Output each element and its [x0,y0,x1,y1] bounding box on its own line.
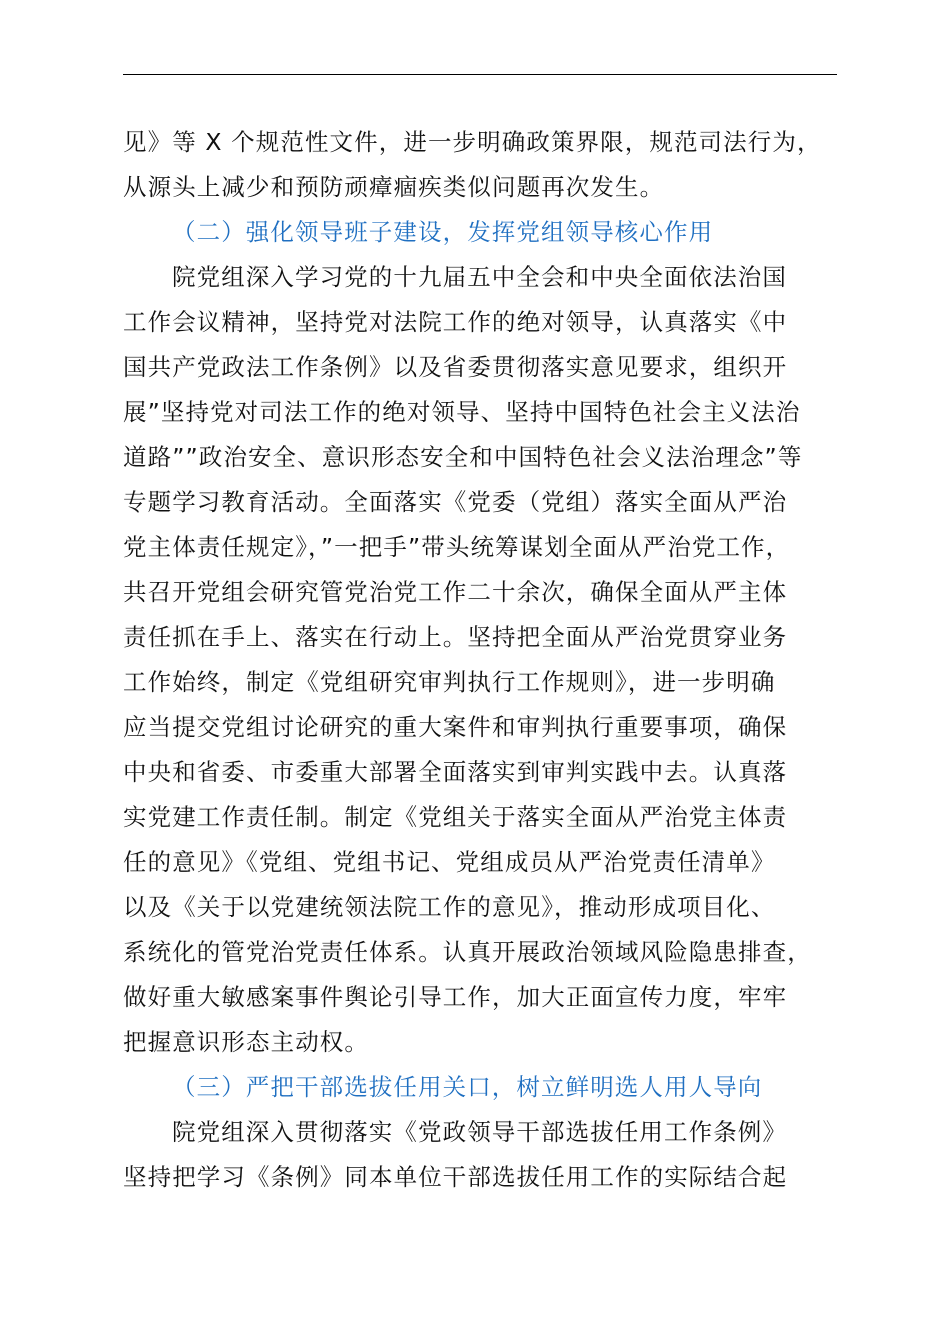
body-line: 展”坚持党对司法工作的绝对领导、坚持中国特色社会主义法治 [123,398,801,426]
body-line: 坚持把学习《条例》同本单位干部选拔任用工作的实际结合起 [123,1163,788,1191]
body-line: 中央和省委、市委重大部署全面落实到审判实践中去。认真落 [123,758,788,786]
body-line: 从源头上减少和预防顽瘴痼疾类似问题再次发生。 [123,173,665,201]
body-line: 实党建工作责任制。制定《党组关于落实全面从严治党主体责 [123,803,788,831]
body-line: 道路””政治安全、意识形态安全和中国特色社会义法治理念”等 [123,443,803,471]
body-line: 做好重大敏感案事件舆论引导工作，加大正面宣传力度，牢牢 [123,983,788,1011]
body-line: 党主体责任规定》，”一把手”带头统筹谋划全面从严治党工作， [123,533,791,561]
body-line: 把握意识形态主动权。 [123,1028,369,1056]
section-heading-3: （三）严把干部选拔任用关口，树立鲜明选人用人导向 [172,1073,763,1101]
body-line: 任的意见》《党组、党组书记、党组成员从严治党责任清单》 [123,848,776,876]
body-line: 责任抓在手上、落实在行动上。坚持把全面从严治党贯穿业务 [123,623,788,651]
body-line: 系统化的管党治党责任体系。认真开展政治领域风险隐患排查， [123,938,812,966]
paragraph-first-line: 院党组深入学习党的十九届五中全会和中央全面依法治国 [172,263,787,291]
header-rule [123,74,837,75]
body-line: 专题学习教育活动。全面落实《党委（党组）落实全面从严治 [123,488,788,516]
paragraph-first-line: 院党组深入贯彻落实《党政领导干部选拔任用工作条例》 [172,1118,787,1146]
body-line: 国共产党政法工作条例》以及省委贯彻落实意见要求，组织开 [123,353,788,381]
body-line: 工作会议精神，坚持党对法院工作的绝对领导，认真落实《中 [123,308,788,336]
body-line: 见》等 X 个规范性文件，进一步明确政策界限，规范司法行为， [123,128,822,156]
body-line: 应当提交党组讨论研究的重大案件和审判执行重要事项，确保 [123,713,788,741]
body-line: 共召开党组会研究管党治党工作二十余次，确保全面从严主体 [123,578,788,606]
body-line: 工作始终，制定《党组研究审判执行工作规则》，进一步明确 [123,668,776,696]
section-heading-2: （二）强化领导班子建设，发挥党组领导核心作用 [172,218,714,246]
body-line: 以及《关于以党建统领法院工作的意见》，推动形成项目化、 [123,893,776,921]
